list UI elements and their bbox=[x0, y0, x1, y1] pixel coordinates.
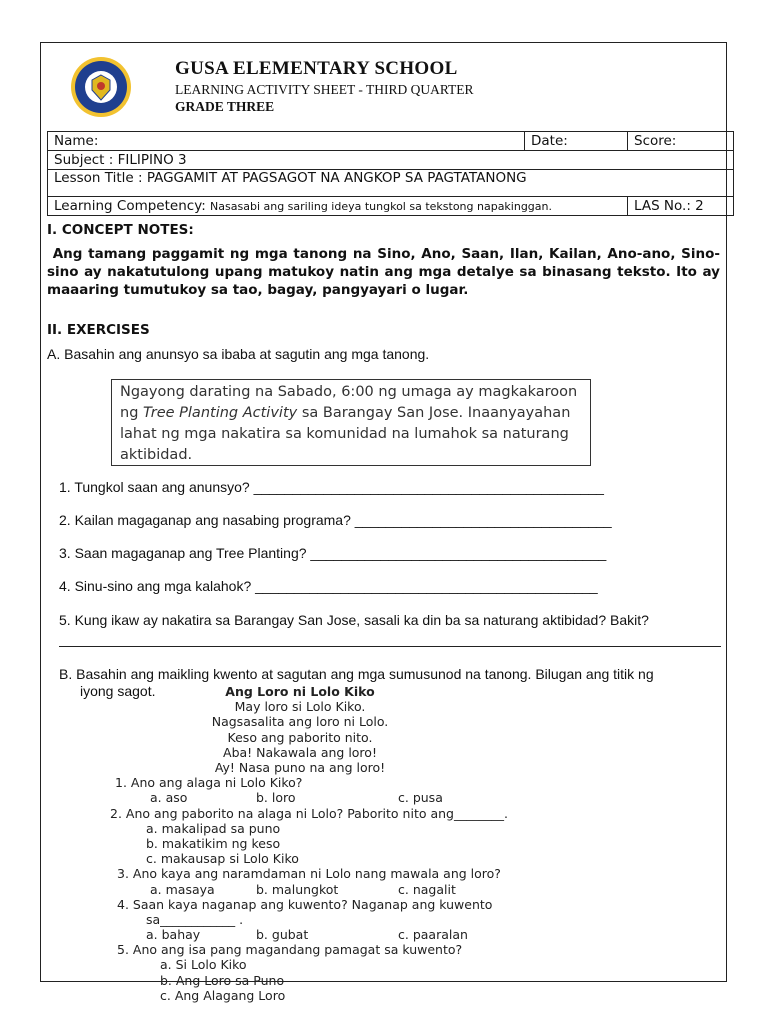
question-4[interactable]: 4. Sinu-sino ang mga kalahok? ____________________________________________ bbox=[59, 578, 598, 594]
announcement-box bbox=[111, 379, 591, 466]
q3-option-b[interactable]: b. malungkot bbox=[256, 881, 339, 897]
answer-line-5[interactable] bbox=[59, 646, 721, 647]
date-label: Date: bbox=[531, 133, 568, 149]
announcement-part2: sa Barangay San Jose. Inaanyayahan lahat ng mga nakatira sa komunidad na lumahok sa naturang aktibidad. bbox=[120, 405, 571, 463]
story-line: Aba! Nakawala ang loro! bbox=[223, 744, 377, 760]
name-cell bbox=[48, 132, 525, 151]
q5-option-c[interactable]: c. Ang Alagang Loro bbox=[160, 987, 286, 1003]
concept-heading: I. CONCEPT NOTES: bbox=[47, 222, 194, 238]
score-cell bbox=[628, 132, 734, 151]
q4-option-a[interactable]: a. bahay bbox=[146, 927, 201, 943]
q1-option-c[interactable]: c. pusa bbox=[398, 790, 443, 806]
name-label: Name: bbox=[54, 133, 99, 149]
school-seal-logo bbox=[70, 56, 132, 118]
q5-option-b[interactable]: b. Ang Loro sa Puno bbox=[160, 972, 285, 988]
q4-option-b[interactable]: b. gubat bbox=[256, 927, 309, 943]
story-line: Keso ang paborito nito. bbox=[227, 729, 373, 745]
announcement-part1: Ngayong darating na Sabado, 6:00 ng umaga ay magkakaroon ng bbox=[120, 384, 578, 421]
concept-notes bbox=[47, 245, 720, 299]
story-question-4: 4. Saan kaya naganap ang kuwento? Naganap ang kuwento bbox=[117, 896, 493, 912]
story-line: Nagsasalita ang loro ni Lolo. bbox=[211, 714, 389, 730]
q2-option-b[interactable]: b. makatikim ng keso bbox=[146, 835, 281, 851]
story-question-5: 5. Ano ang isa pang magandang pamagat sa kuwento? bbox=[117, 942, 463, 958]
competency-text: Nasasabi ang sariling ideya tungkol sa tekstong napakinggan. bbox=[210, 200, 553, 213]
competency-label: Learning Competency: bbox=[54, 198, 206, 214]
q2-option-a[interactable]: a. makalipad sa puno bbox=[146, 820, 281, 836]
q4-continuation: sa____________ . bbox=[146, 911, 244, 927]
las-no-cell bbox=[628, 197, 734, 216]
q2-option-c[interactable]: c. makausap si Lolo Kiko bbox=[146, 851, 299, 867]
q1-option-a[interactable]: a. aso bbox=[150, 790, 188, 806]
instruction-a: A. Basahin ang anunsyo sa ibaba at sagutin ang mga tanong. bbox=[47, 346, 430, 362]
question-3[interactable]: 3. Saan magaganap ang Tree Planting? ______________________________________ bbox=[59, 545, 607, 561]
lesson-cell bbox=[48, 170, 734, 197]
q3-option-c[interactable]: c. nagalit bbox=[398, 881, 456, 897]
instruction-b-line1: B. Basahin ang maikling kwento at sagutan ang mga sumusunod na tanong. Bilugan ang titik ng bbox=[59, 666, 654, 682]
q5-option-a[interactable]: a. Si Lolo Kiko bbox=[160, 957, 247, 973]
q1-option-b[interactable]: b. loro bbox=[256, 790, 296, 806]
instruction-b-line2: iyong sagot. bbox=[80, 683, 156, 699]
story-line: Ay! Nasa puno na ang loro! bbox=[214, 760, 386, 776]
subject-text: Subject : FILIPINO 3 bbox=[54, 152, 187, 168]
score-label: Score: bbox=[634, 133, 677, 149]
subject-cell bbox=[48, 151, 734, 170]
q3-option-a[interactable]: a. masaya bbox=[150, 881, 215, 897]
competency-cell bbox=[48, 197, 628, 216]
las-number: LAS No.: 2 bbox=[634, 198, 704, 214]
question-1[interactable]: 1. Tungkol saan ang anunsyo? _____________________________________________ bbox=[59, 479, 604, 495]
story-question-1: 1. Ano ang alaga ni Lolo Kiko? bbox=[115, 775, 303, 791]
story-question-2: 2. Ano ang paborito na alaga ni Lolo? Paborito nito ang________. bbox=[110, 805, 508, 821]
story-question-3: 3. Ano kaya ang naramdaman ni Lolo nang mawala ang loro? bbox=[117, 866, 501, 882]
info-table bbox=[47, 131, 734, 216]
story-line: May loro si Lolo Kiko. bbox=[234, 699, 366, 715]
date-cell bbox=[525, 132, 628, 151]
school-name: GUSA ELEMENTARY SCHOOL bbox=[175, 58, 458, 79]
sheet-title: LEARNING ACTIVITY SHEET - THIRD QUARTER bbox=[175, 82, 474, 97]
announcement-italic: Tree Planting Activity bbox=[143, 405, 298, 421]
question-5[interactable]: 5. Kung ikaw ay nakatira sa Barangay San Jose, sasali ka din ba sa naturang aktibidad? Bakit? bbox=[59, 612, 649, 628]
question-2[interactable]: 2. Kailan magaganap ang nasabing programa? _________________________________ bbox=[59, 512, 612, 528]
lesson-title: Lesson Title : PAGGAMIT AT PAGSAGOT NA ANGKOP SA PAGTATANONG bbox=[54, 170, 527, 186]
q4-option-c[interactable]: c. paaralan bbox=[398, 927, 468, 943]
concept-text: Ang tamang paggamit ng mga tanong na Sino, Ano, Saan, Ilan, Kailan, Ano-ano, Sino-sino ay nakatutulong upang matukoy natin ang mga detalye sa binasang teksto. Ito ay maaaring tumutukoy sa tao, bagay, pangyayari o lugar. bbox=[47, 246, 720, 298]
story-title: Ang Loro ni Lolo Kiko bbox=[225, 684, 375, 699]
grade-level: GRADE THREE bbox=[175, 99, 275, 114]
exercises-heading: II. EXERCISES bbox=[47, 322, 150, 338]
story-block bbox=[110, 684, 550, 1003]
